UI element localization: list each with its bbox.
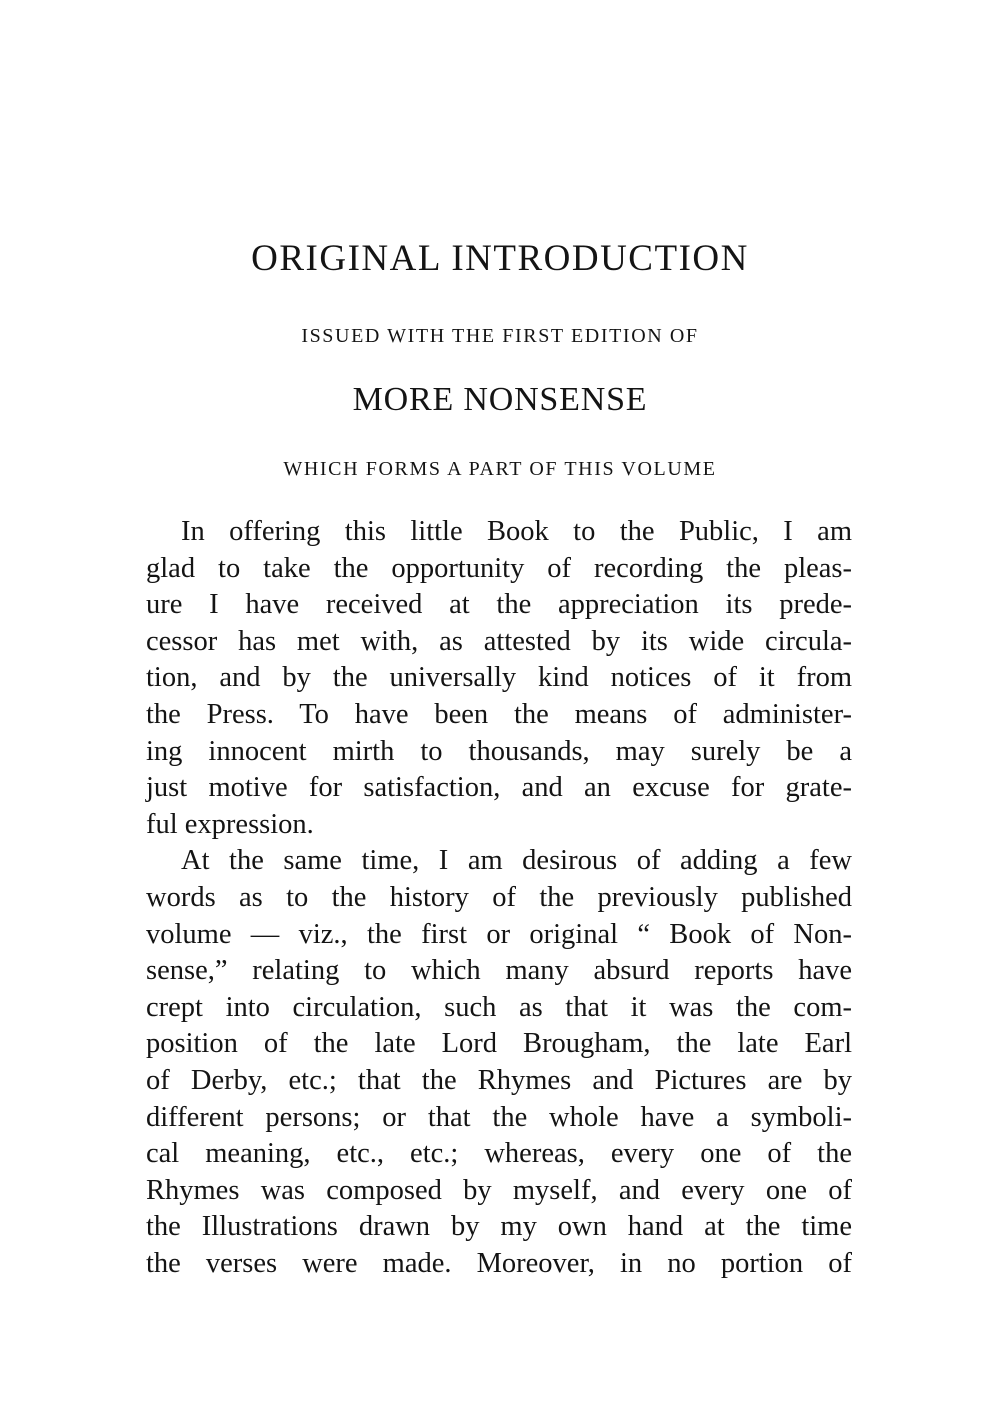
- text-line: cal meaning, etc., etc.; whereas, every one of the: [146, 1138, 852, 1170]
- text-line: ure I have received at the appreciation its prede-: [146, 589, 852, 621]
- page-title: ORIGINAL INTRODUCTION: [251, 238, 749, 279]
- text-line: At the same time, I am desirous of adding a few: [181, 845, 852, 877]
- book-title: MORE NONSENSE: [352, 381, 648, 418]
- text-line: glad to take the opportunity of recording the pleas-: [146, 552, 852, 584]
- text-line: crept into circulation, such as that it was the com-: [146, 991, 852, 1023]
- text-line: the Illustrations drawn by my own hand at the time: [146, 1211, 852, 1243]
- text-line: sense,” relating to which many absurd reports have: [146, 955, 852, 987]
- text-line: position of the late Lord Brougham, the late Earl: [146, 1028, 852, 1060]
- issued-with-subtitle: ISSUED WITH THE FIRST EDITION OF: [301, 325, 699, 347]
- text-line: cessor has met with, as attested by its wide circula-: [146, 625, 852, 657]
- text-line: Rhymes was composed by myself, and every one of: [146, 1174, 852, 1206]
- forms-part-subtitle: WHICH FORMS A PART OF THIS VOLUME: [283, 458, 717, 480]
- text-line: In offering this little Book to the Public, I am: [181, 516, 852, 547]
- text-line: of Derby, etc.; that the Rhymes and Pictures are by: [146, 1064, 852, 1096]
- text-line: words as to the history of the previously published: [146, 881, 852, 913]
- paragraph: [146, 514, 852, 843]
- text-line: tion, and by the universally kind notices of it from: [146, 662, 852, 694]
- body-text: [146, 514, 852, 1282]
- text-line: ing innocent mirth to thousands, may surely be a: [146, 735, 852, 767]
- text-line: volume — viz., the first or original “ Book of Non-: [146, 918, 852, 950]
- paragraph: [146, 843, 852, 1282]
- text-line: the verses were made. Moreover, in no portion of: [146, 1247, 852, 1279]
- text-line: just motive for satisfaction, and an excuse for grate-: [146, 772, 852, 804]
- text-line: ful expression.: [146, 808, 314, 840]
- text-line: the Press. To have been the means of administer-: [146, 698, 852, 730]
- text-line: different persons; or that the whole have a symboli-: [146, 1101, 852, 1133]
